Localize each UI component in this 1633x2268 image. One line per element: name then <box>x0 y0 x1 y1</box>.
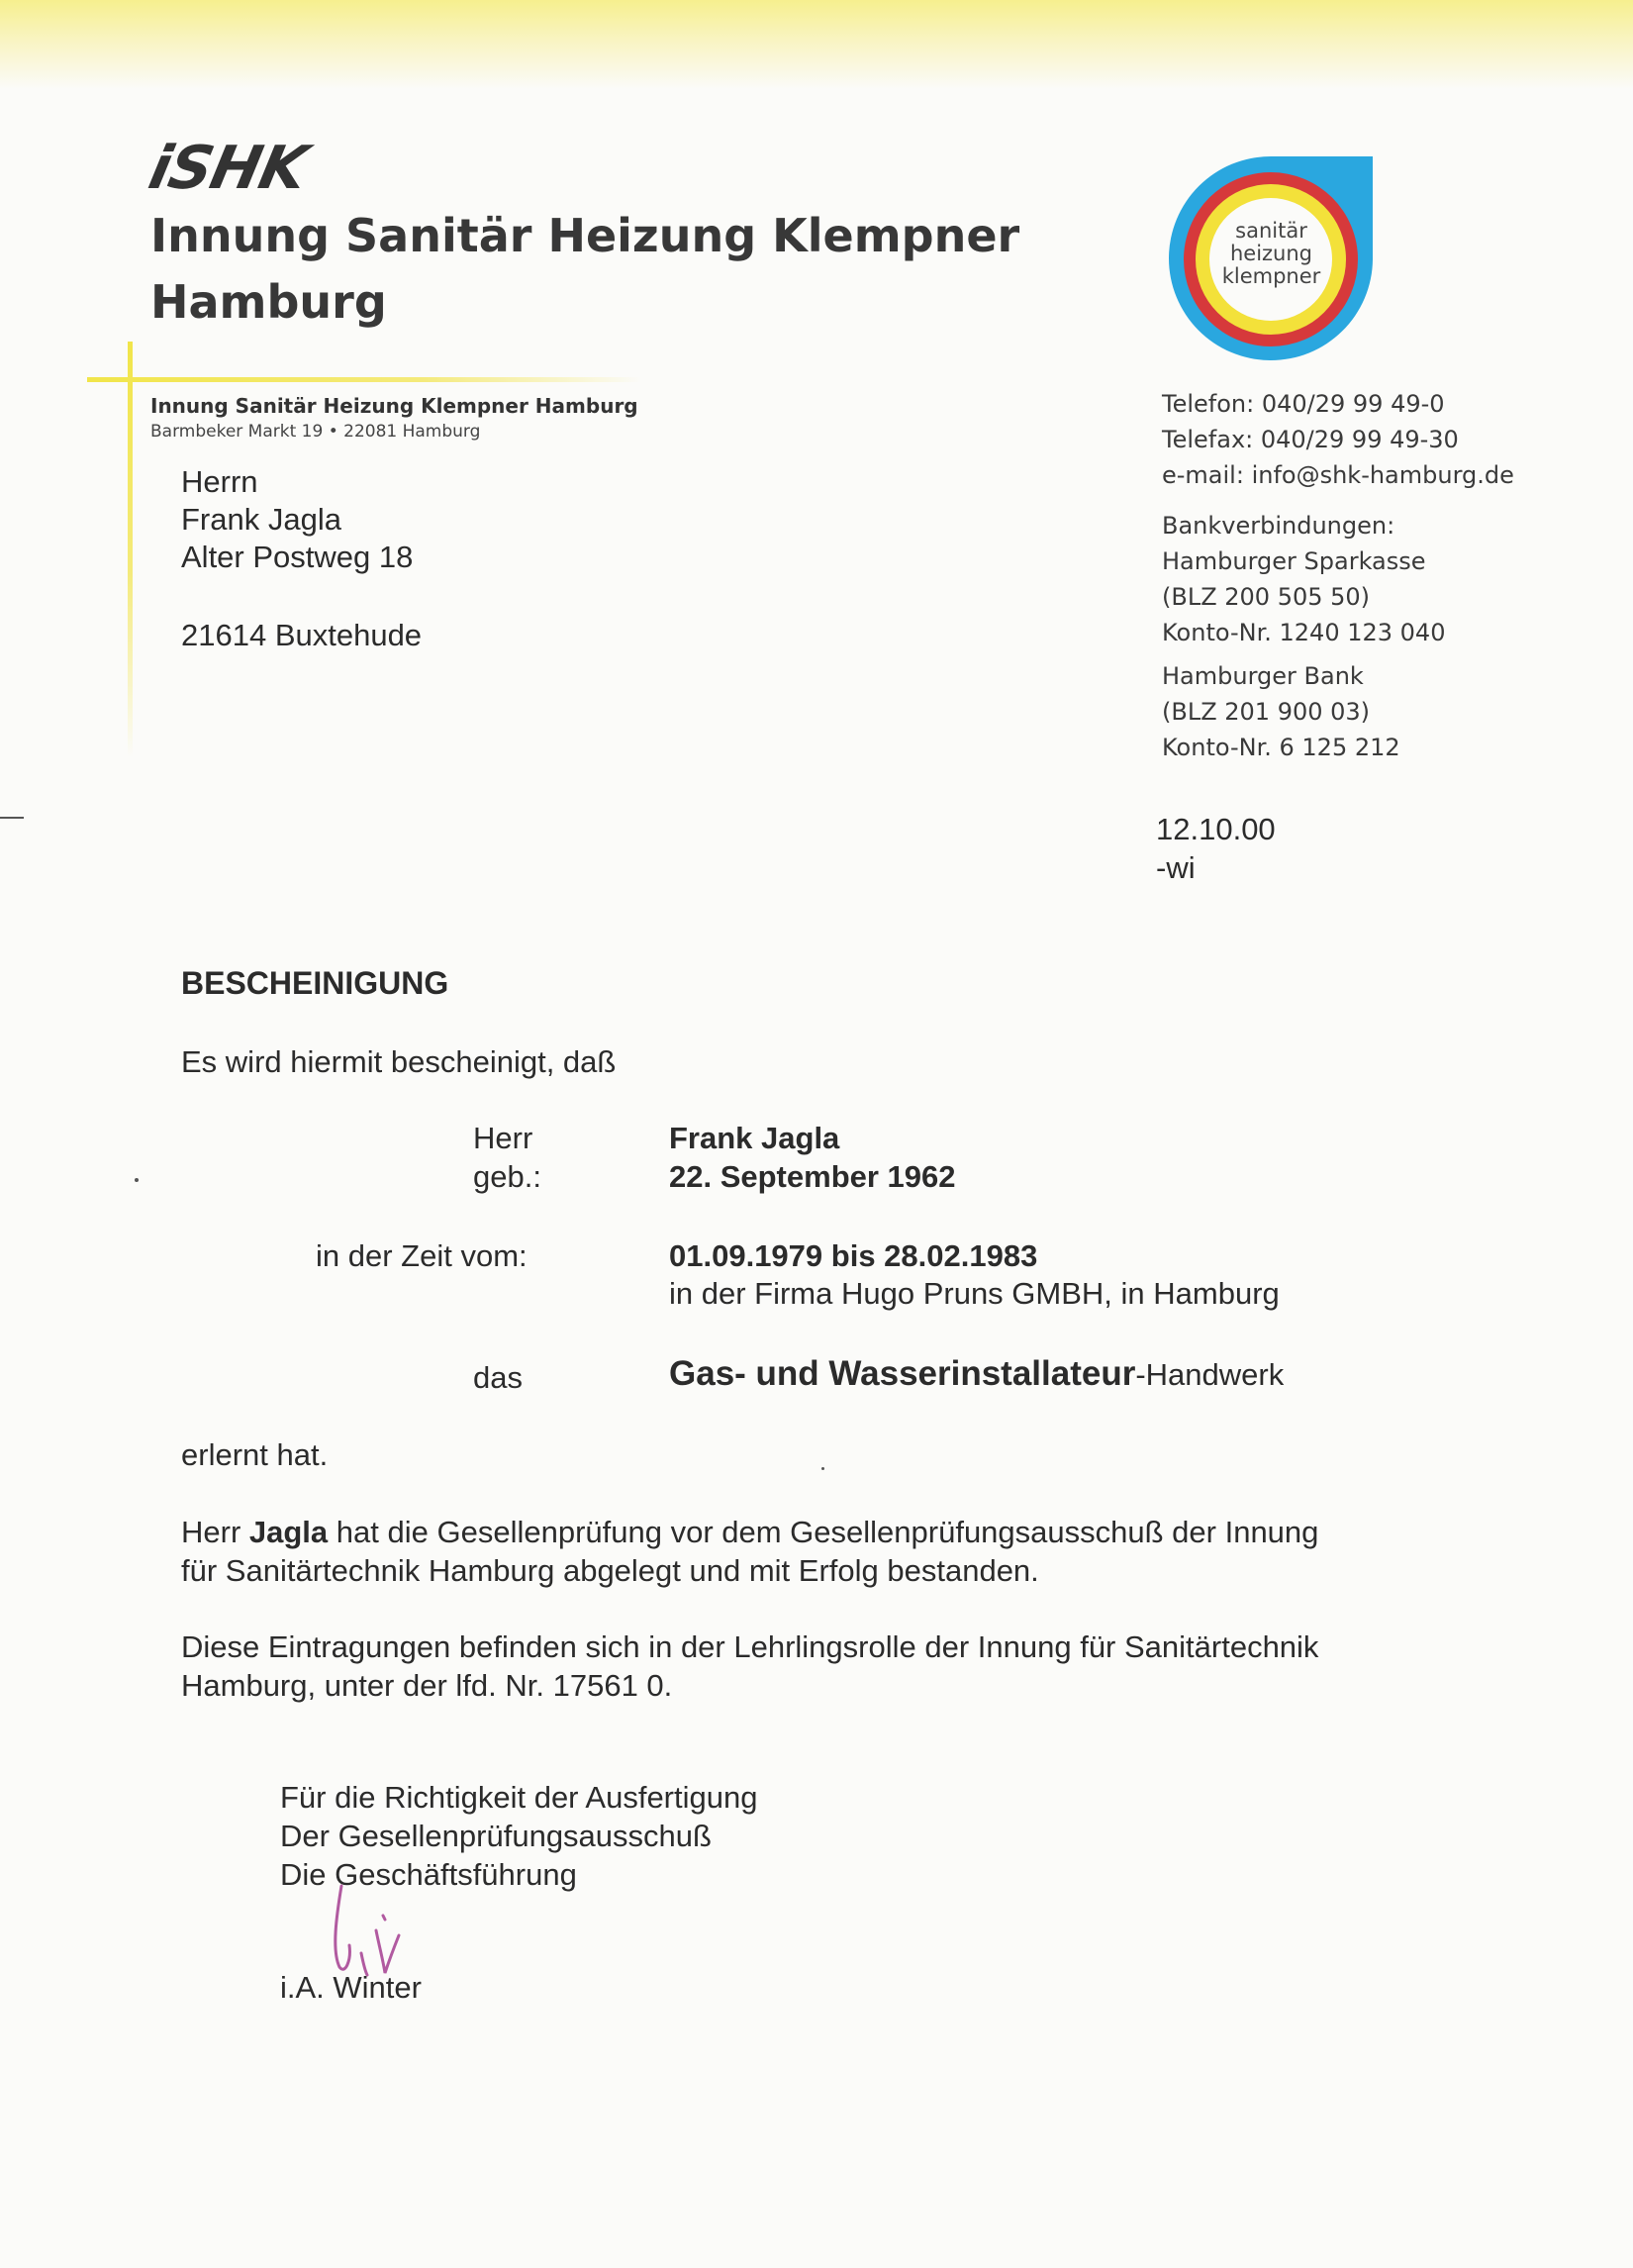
contact-email: e-mail: info@shk-hamburg.de <box>1162 461 1514 489</box>
ishk-logo: iSHK <box>143 134 313 203</box>
closing-line1: Für die Richtigkeit der Ausfertigung <box>280 1780 758 1815</box>
label-geb: geb.: <box>473 1159 541 1194</box>
candidate-name: Frank Jagla <box>669 1121 840 1155</box>
organization-name-line2: Hamburg <box>150 274 387 329</box>
register-paragraph <box>181 1627 1468 1705</box>
bank1-account: Konto-Nr. 1240 123 040 <box>1162 619 1446 646</box>
bank1-blz: (BLZ 200 505 50) <box>1162 583 1371 611</box>
shk-badge-logo <box>1164 150 1379 368</box>
bank2-blz: (BLZ 201 900 03) <box>1162 698 1371 726</box>
exam-paragraph-name: Jagla <box>248 1515 329 1549</box>
organization-name <box>150 203 1041 335</box>
fold-mark <box>0 817 24 819</box>
recipient-city: 21614 Buxtehude <box>181 618 423 652</box>
closing-line3: Die Geschäftsführung <box>280 1857 577 1892</box>
exam-paragraph-rest: hat die Gesellenprüfung vor dem Gesellenprüfungsausschuß der Innung <box>328 1515 1319 1549</box>
certificate-title: BESCHEINIGUNG <box>181 965 449 1001</box>
bank-heading: Bankverbindungen: <box>1162 512 1395 540</box>
contact-fax: Telefax: 040/29 99 49-30 <box>1162 426 1459 453</box>
recipient-street: Alter Postweg 18 <box>181 540 414 574</box>
birth-date: 22. September 1962 <box>669 1159 956 1194</box>
recipient-salutation: Herrn <box>181 464 258 499</box>
craft <box>669 1354 1284 1394</box>
contact-block <box>1162 386 1514 493</box>
register-paragraph-line2: Hamburg, unter der lfd. Nr. 17561 0. <box>181 1668 673 1703</box>
closing-line2: Der Gesellenprüfungsausschuß <box>280 1819 712 1853</box>
recipient-name: Frank Jagla <box>181 502 341 537</box>
label-herr: Herr <box>473 1121 533 1155</box>
register-paragraph-line1: Diese Eintragungen befinden sich in der Lehrlingsrolle der Innung für Sanitärtechnik <box>181 1629 1319 1664</box>
organization-name-line1: Innung Sanitär Heizung Klempner <box>150 209 1020 262</box>
bank-block <box>1162 508 1445 765</box>
bank1-name: Hamburger Sparkasse <box>1162 547 1426 575</box>
training-period: 01.09.1979 bis 28.02.1983 <box>669 1238 1038 1273</box>
craft-suffix: -Handwerk <box>1135 1357 1285 1392</box>
yellow-cross-vertical <box>128 342 133 757</box>
training-company: in der Firma Hugo Pruns GMBH, in Hamburg <box>669 1276 1280 1311</box>
exam-paragraph <box>181 1513 1468 1590</box>
badge-line-klempner: klempner <box>1221 264 1321 288</box>
bank2-name: Hamburger Bank <box>1162 662 1364 690</box>
exam-paragraph-line1 <box>181 1513 1468 1551</box>
sender-name: Innung Sanitär Heizung Klempner Hamburg <box>150 394 638 418</box>
bank2-account: Konto-Nr. 6 125 212 <box>1162 734 1400 761</box>
speck <box>821 1467 824 1470</box>
exam-paragraph-line2: für Sanitärtechnik Hamburg abgelegt und mit Erfolg bestanden. <box>181 1553 1039 1588</box>
yellow-top-band <box>0 0 1633 89</box>
letter-reference: -wi <box>1156 850 1196 885</box>
learned-statement: erlernt hat. <box>181 1437 329 1472</box>
badge-text <box>1164 220 1379 288</box>
certificate-intro: Es wird hiermit bescheinigt, daß <box>181 1044 617 1079</box>
signer-name: i.A. Winter <box>280 1970 422 2005</box>
yellow-cross-horizontal <box>87 377 641 382</box>
letter-date: 12.10.00 <box>1156 812 1276 846</box>
sender-address: Barmbeker Markt 19 • 22081 Hamburg <box>150 422 481 442</box>
speck <box>135 1178 139 1182</box>
exam-paragraph-prefix: Herr <box>181 1515 249 1549</box>
badge-line-sanitaer: sanitär <box>1235 219 1307 243</box>
recipient-address <box>181 463 413 576</box>
craft-name: Gas- und Wasserinstallateur <box>669 1354 1136 1393</box>
label-das: das <box>473 1360 523 1395</box>
badge-line-heizung: heizung <box>1229 242 1313 265</box>
date-reference <box>1156 810 1276 887</box>
label-period: in der Zeit vom: <box>316 1238 528 1273</box>
contact-phone: Telefon: 040/29 99 49-0 <box>1162 390 1445 418</box>
